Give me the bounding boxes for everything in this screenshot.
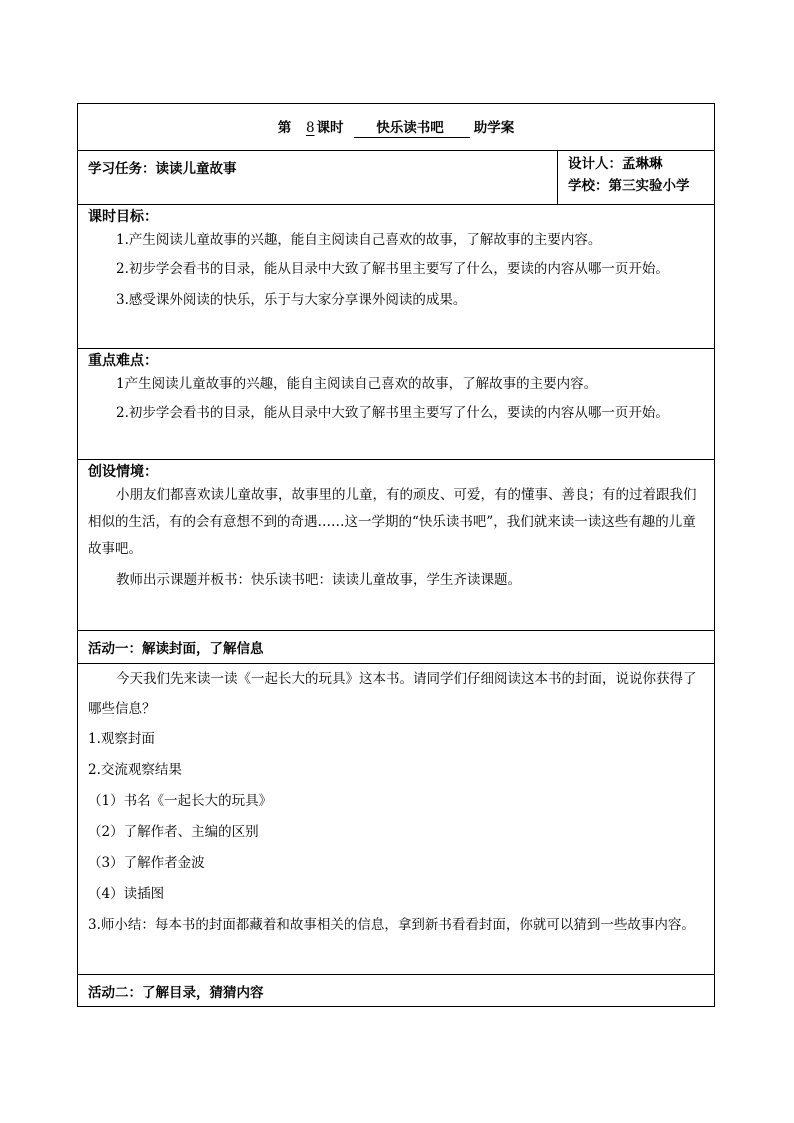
title-suffix: 助学案 bbox=[473, 120, 515, 136]
title-row bbox=[78, 104, 715, 151]
key-points-heading: 重点难点： bbox=[88, 353, 158, 369]
activity1-step: （2）了解作者、主编的区别 bbox=[88, 824, 259, 840]
goals-heading: 课时目标： bbox=[88, 209, 158, 225]
lesson-suffix: 课时 bbox=[316, 120, 344, 136]
goals-row bbox=[78, 205, 715, 349]
scenario-heading: 创设情境： bbox=[88, 464, 158, 480]
activity1-heading: 活动一：解读封面，了解信息 bbox=[78, 631, 715, 664]
key-points-row bbox=[78, 349, 715, 460]
task-value: 读读儿童故事 bbox=[155, 161, 237, 177]
scenario-row bbox=[78, 460, 715, 631]
page-title bbox=[78, 104, 715, 151]
lesson-plan-page bbox=[77, 103, 715, 1007]
activity2-heading: 活动二：了解目录，猜猜内容 bbox=[78, 975, 715, 1007]
scenario bbox=[78, 460, 715, 631]
activity1-step: （3）了解作者金波 bbox=[88, 855, 205, 871]
designer-label: 设计人： bbox=[568, 156, 622, 172]
designer-value: 孟琳琳 bbox=[622, 156, 663, 172]
lesson-plan-table bbox=[77, 103, 715, 1007]
task-row bbox=[78, 151, 715, 205]
book-title: 快乐读书吧 bbox=[354, 119, 470, 138]
goal-item: 3.感受课外阅读的快乐，乐于与大家分享课外阅读的成果。 bbox=[116, 292, 467, 308]
activity1-intro: 今天我们先来读一读《一起长大的玩具》这本书。请同学们仔细阅读这本书的封面，说说你获得了哪些信息？ bbox=[88, 671, 697, 717]
key-point-item: 2.初步学会看书的目录，能从目录中大致了解书里主要写了什么，要读的内容从哪一页开始。 bbox=[116, 405, 669, 421]
activity1-step: （1）书名《一起长大的玩具》 bbox=[88, 793, 273, 809]
activity2-head-row bbox=[78, 975, 715, 1007]
activity1-head-row bbox=[78, 631, 715, 664]
school-label: 学校： bbox=[568, 178, 609, 194]
activity1-body-row bbox=[78, 664, 715, 975]
activity1-step: 1.观察封面 bbox=[88, 731, 155, 747]
scenario-paragraph: 小朋友们都喜欢读儿童故事，故事里的儿童，有的顽皮、可爱，有的懂事、善良；有的过着跟我们相似的生活，有的会有意想不到的奇遇……这一学期的“快乐读书吧”，我们就来读一读这些有趣的儿童故事吧。 bbox=[88, 487, 697, 557]
key-point-item: 1产生阅读儿童故事的兴趣，能自主阅读自己喜欢的故事，了解故事的主要内容。 bbox=[116, 376, 598, 392]
learning-task bbox=[78, 151, 558, 205]
scenario-paragraph: 教师出示课题并板书：快乐读书吧：读读儿童故事，学生齐读课题。 bbox=[116, 572, 521, 588]
task-label: 学习任务： bbox=[88, 161, 156, 177]
designer-info bbox=[558, 151, 715, 205]
activity1-body bbox=[78, 664, 715, 975]
lesson-number: 8 bbox=[305, 120, 315, 136]
key-points bbox=[78, 349, 715, 460]
goal-item: 1.产生阅读儿童故事的兴趣，能自主阅读自己喜欢的故事，了解故事的主要内容。 bbox=[116, 232, 602, 248]
title-prefix: 第 bbox=[277, 120, 292, 136]
activity1-step: （4）读插图 bbox=[88, 886, 165, 902]
activity1-step: 2.交流观察结果 bbox=[88, 762, 182, 778]
school-value: 第三实验小学 bbox=[608, 178, 690, 194]
activity1-summary: 3.师小结：每本书的封面都藏着和故事相关的信息，拿到新书看看封面，你就可以猜到一些故事内容。 bbox=[88, 917, 695, 933]
goal-item: 2.初步学会看书的目录，能从目录中大致了解书里主要写了什么，要读的内容从哪一页开始。 bbox=[116, 261, 669, 277]
lesson-goals bbox=[78, 205, 715, 349]
